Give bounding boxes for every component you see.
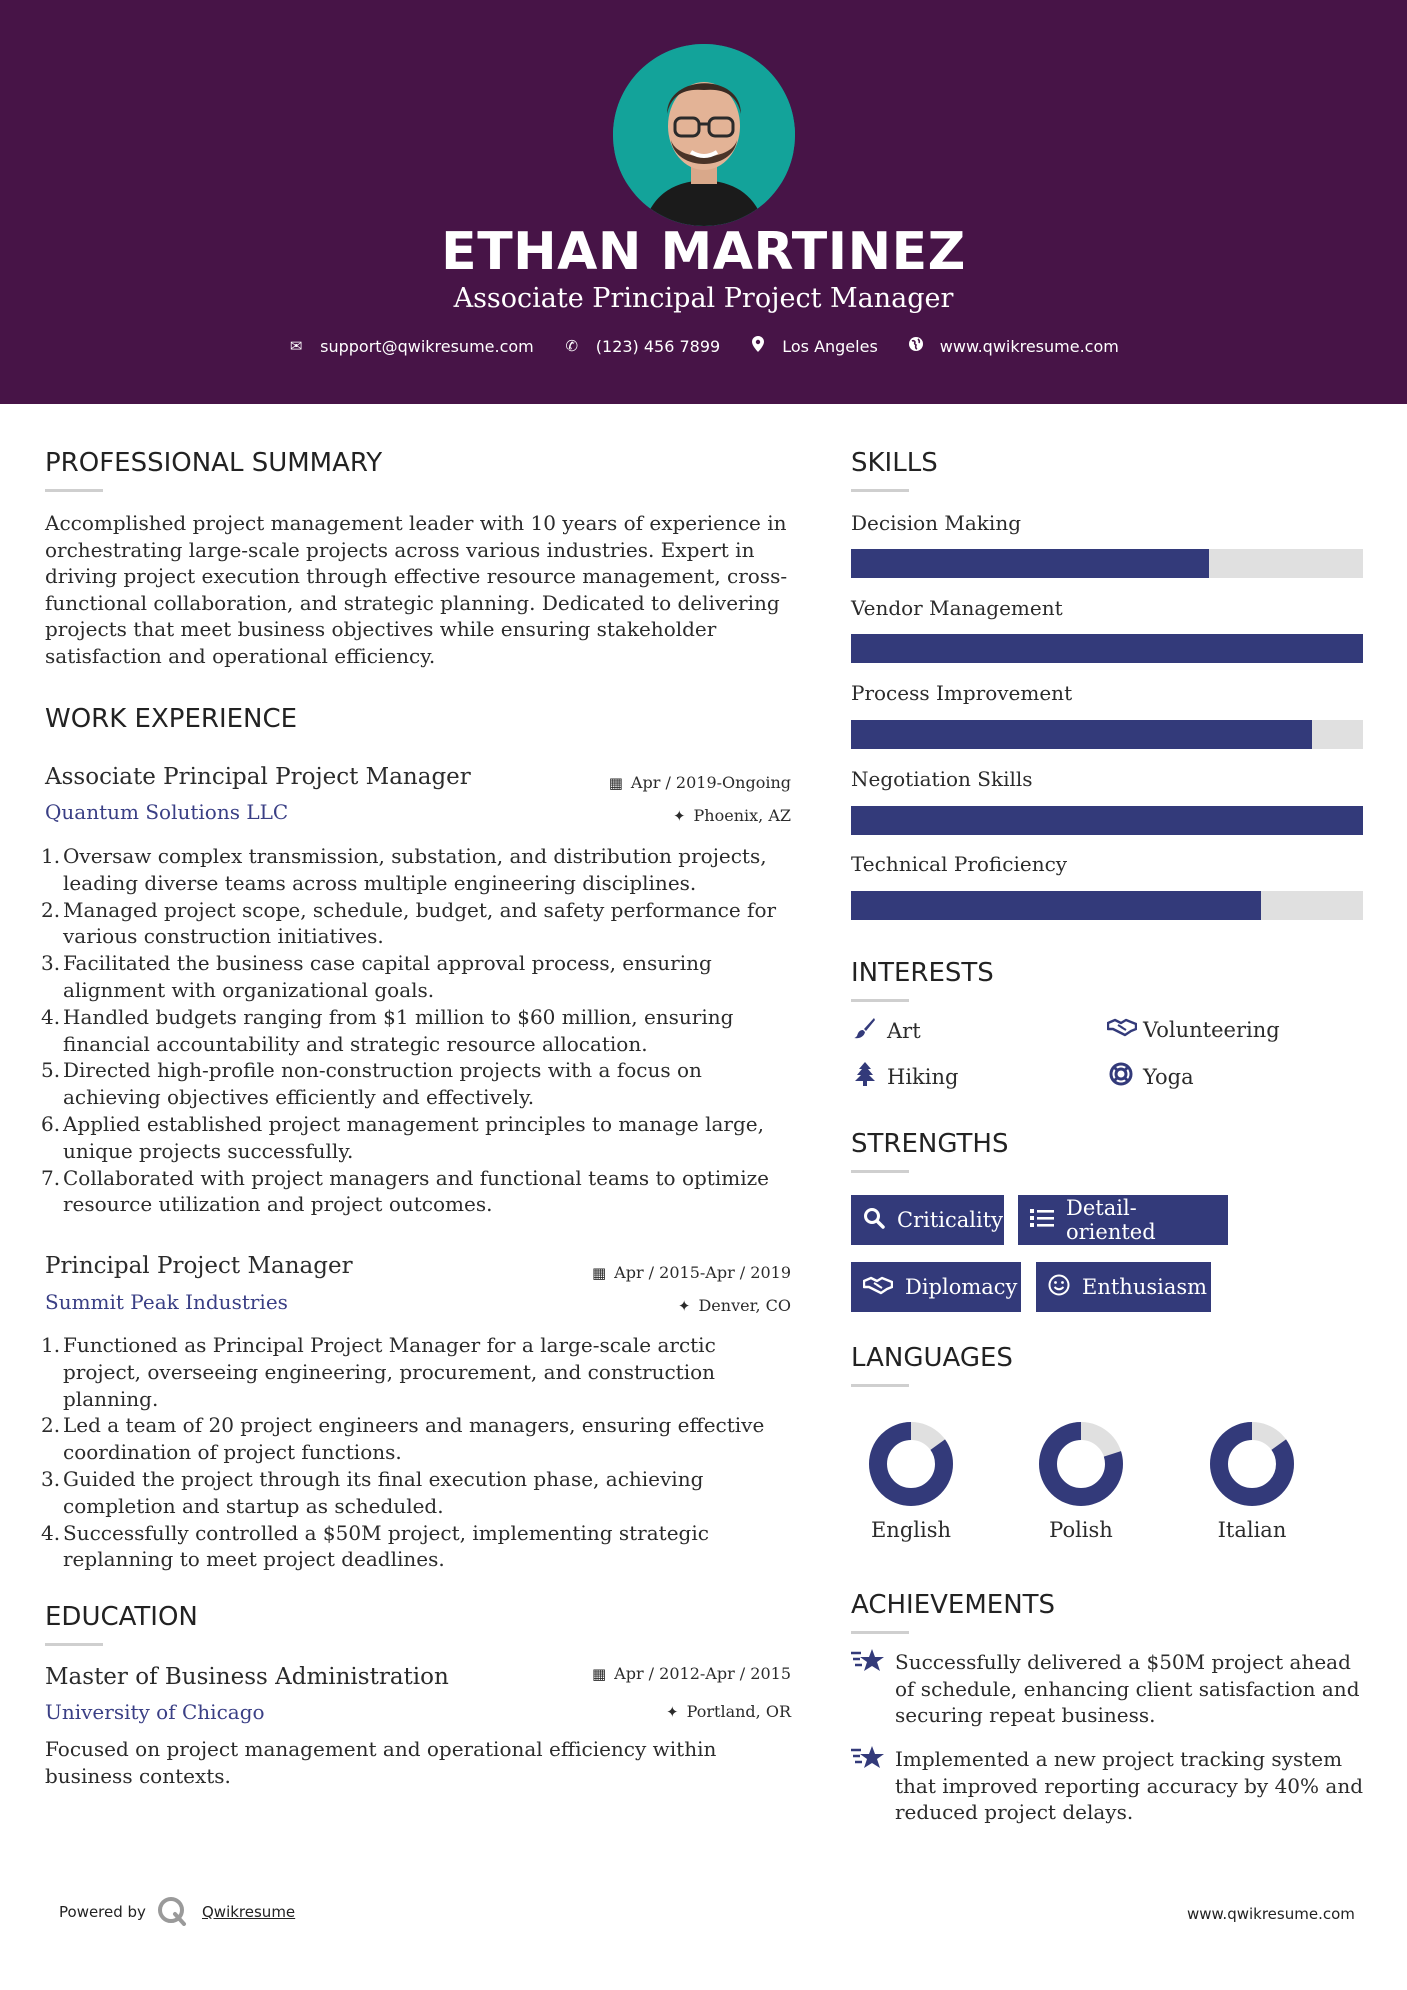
education-title: EDUCATION	[45, 1602, 198, 1632]
skill-label: Vendor Management	[851, 596, 1063, 620]
strength-label: Detail-oriented	[1066, 1196, 1156, 1244]
job-date	[592, 1263, 791, 1282]
job-date	[609, 773, 791, 792]
powered-by-label: Powered by	[59, 1903, 146, 1921]
skill-label: Decision Making	[851, 511, 1022, 535]
contact-phone[interactable]	[564, 337, 720, 356]
school-name: University of Chicago	[45, 1700, 265, 1724]
list-item: 2. Led a team of 20 project engineers and managers, ensuring effective coordination of project functions.	[41, 1413, 765, 1465]
skills-title: SKILLS	[851, 448, 938, 478]
interest-art	[851, 1017, 921, 1045]
contact-website[interactable]	[908, 336, 1119, 356]
job-bullets	[41, 843, 800, 1218]
list-item: 2. Managed project scope, schedule, budget, and safety performance for various construction initiatives.	[41, 897, 777, 949]
language-donut	[1208, 1420, 1296, 1508]
handshake-icon	[863, 1275, 893, 1300]
language-polish	[1026, 1420, 1136, 1542]
achievement-item	[851, 1746, 1363, 1826]
contact-phone-text: (123) 456 7899	[595, 336, 721, 356]
skill-bar-fill	[851, 720, 1312, 749]
interest-label: Hiking	[887, 1065, 959, 1089]
summary-title: PROFESSIONAL SUMMARY	[45, 448, 383, 478]
star-icon	[851, 1647, 895, 1729]
skill-bar-fill	[851, 891, 1261, 920]
strengths-title: STRENGTHS	[851, 1129, 1009, 1159]
strength-chip	[851, 1195, 1004, 1245]
paintbrush-icon	[851, 1017, 879, 1045]
job-company: Quantum Solutions LLC	[45, 800, 289, 824]
skill-label: Process Improvement	[851, 681, 1073, 705]
candidate-name: ETHAN MARTINEZ	[441, 222, 966, 282]
interests-divider	[851, 999, 909, 1002]
strength-label: Criticality	[897, 1208, 1003, 1232]
job-date-text: Apr / 2019-Ongoing	[630, 773, 791, 792]
list-item: 4. Handled budgets ranging from $1 million to $60 million, ensuring financial accountability and strategic resource allocation.	[41, 1004, 734, 1056]
summary-divider	[45, 489, 103, 492]
qwikresume-logo-icon[interactable]	[157, 1896, 187, 1926]
job-location	[673, 806, 791, 825]
language-label: Italian	[1217, 1518, 1287, 1542]
candidate-role: Associate Principal Project Manager	[453, 283, 954, 314]
degree-title: Master of Business Administration	[45, 1664, 449, 1690]
list-item: 6. Applied established project management principles to manage large, unique projects successfully.	[41, 1111, 764, 1163]
skill-bar	[851, 549, 1363, 578]
handshake-icon	[1107, 1017, 1135, 1043]
strength-label: Enthusiasm	[1082, 1275, 1208, 1299]
languages-title: LANGUAGES	[851, 1343, 1013, 1373]
contact-email[interactable]	[288, 337, 534, 356]
job-bullets	[41, 1332, 800, 1573]
contact-bar	[0, 336, 1407, 356]
achievement-text: Implemented a new project tracking system that improved reporting accuracy by 40% and reduced project delays.	[895, 1747, 1363, 1825]
education-date-text: Apr / 2012-Apr / 2015	[614, 1664, 791, 1683]
job-date-text: Apr / 2015-Apr / 2019	[614, 1263, 791, 1282]
footer-url[interactable]: www.qwikresume.com	[1187, 1905, 1355, 1923]
interest-hiking	[851, 1062, 958, 1092]
list-item: 3. Guided the project through its final execution phase, achieving completion and startup as scheduled.	[41, 1466, 704, 1518]
profile-photo-image	[613, 44, 795, 226]
skill-bar	[851, 806, 1363, 835]
skill-bar	[851, 720, 1363, 749]
strengths-divider	[851, 1170, 909, 1173]
profile-photo	[613, 44, 795, 226]
skill-bar	[851, 891, 1363, 920]
interest-label: Volunteering	[1143, 1018, 1280, 1042]
contact-location-text: Los Angeles	[782, 336, 878, 356]
job-title: Associate Principal Project Manager	[45, 764, 471, 790]
header-banner	[0, 0, 1407, 404]
strength-chip	[1018, 1195, 1228, 1245]
job-location-text: Denver, CO	[698, 1296, 791, 1315]
job-location-text: Phoenix, AZ	[693, 806, 791, 825]
skill-bar-fill	[851, 634, 1363, 663]
pushpin-icon: ✦	[672, 807, 686, 825]
education-divider	[45, 1643, 103, 1646]
strength-label: Diplomacy	[905, 1275, 1018, 1299]
contact-location	[750, 336, 878, 356]
interest-volunteering	[1107, 1017, 1280, 1043]
calendar-icon: ▦	[591, 1665, 607, 1683]
education-text: Focused on project management and operational efficiency within business contexts.	[45, 1737, 717, 1788]
interest-yoga	[1107, 1062, 1194, 1092]
skills-divider	[851, 489, 909, 492]
list-item: 1. Functioned as Principal Project Manager for a large-scale arctic project, overseeing engineering, procurement, and construction planning.	[41, 1333, 716, 1411]
education-location-text: Portland, OR	[686, 1702, 791, 1721]
strength-chip	[1036, 1262, 1211, 1312]
list-item: 3. Facilitated the business case capital approval process, ensuring alignment with organizational goals.	[41, 951, 712, 1002]
language-english	[856, 1420, 966, 1542]
education-location	[666, 1702, 791, 1721]
interest-label: Yoga	[1143, 1065, 1194, 1089]
education-date	[592, 1664, 791, 1683]
envelope-icon: ✉	[289, 337, 303, 355]
language-italian	[1197, 1420, 1307, 1542]
strength-chip	[851, 1262, 1021, 1312]
skill-bar-fill	[851, 549, 1209, 578]
achievement-item	[851, 1649, 1363, 1729]
achievement-text: Successfully delivered a $50M project ahead of schedule, enhancing client satisfaction and securing repeat business.	[895, 1650, 1360, 1728]
calendar-icon: ▦	[591, 1264, 607, 1282]
smile-icon	[1048, 1274, 1070, 1301]
job-location	[678, 1296, 791, 1315]
list-icon	[1030, 1208, 1054, 1233]
achievements-divider	[851, 1631, 909, 1634]
language-donut	[1037, 1420, 1125, 1508]
language-label: English	[870, 1518, 952, 1542]
tree-icon	[851, 1062, 879, 1092]
qwikresume-link[interactable]: Qwikresume	[202, 1903, 296, 1921]
list-item: 1. Oversaw complex transmission, substation, and distribution projects, leading diverse teams across multiple engineering disciplines.	[41, 844, 767, 895]
pushpin-icon: ✦	[666, 1703, 679, 1721]
summary-text: Accomplished project management leader with 10 years of experience in orchestrating large-scale projects across various industries. Expert in driving project execution through effective resource management, cross-functional collaboration, and strategic planning. Dedicated to delivering projects that meet business objectives while ensuring stakeholder satisfaction and operational efficiency.	[45, 511, 788, 668]
globe-icon	[908, 336, 924, 356]
pushpin-icon: ✦	[677, 1297, 691, 1315]
star-icon	[851, 1744, 895, 1826]
lifebuoy-icon	[1107, 1062, 1135, 1092]
job-company: Summit Peak Industries	[45, 1290, 288, 1314]
map-pin-icon	[750, 336, 766, 356]
job-title: Principal Project Manager	[45, 1253, 353, 1279]
experience-title: WORK EXPERIENCE	[45, 704, 298, 734]
calendar-icon: ▦	[608, 774, 623, 792]
languages-divider	[851, 1384, 909, 1387]
language-donut	[867, 1420, 955, 1508]
contact-website-text: www.qwikresume.com	[939, 336, 1119, 356]
skill-bar-fill	[851, 806, 1363, 835]
language-label: Polish	[1049, 1518, 1113, 1542]
contact-email-text: support@qwikresume.com	[320, 336, 534, 356]
skill-label: Negotiation Skills	[851, 767, 1033, 791]
list-item: 4. Successfully controlled a $50M project, implementing strategic replanning to meet project deadlines.	[41, 1520, 709, 1572]
skill-bar	[851, 634, 1363, 663]
interest-label: Art	[887, 1019, 921, 1043]
interests-title: INTERESTS	[851, 958, 994, 988]
skill-label: Technical Proficiency	[851, 852, 1068, 876]
search-icon	[863, 1207, 885, 1234]
phone-icon: ✆	[565, 337, 579, 355]
list-item: 5. Directed high-profile non-construction projects with a focus on achieving objectives efficiently and effectively.	[41, 1058, 702, 1110]
achievements-title: ACHIEVEMENTS	[851, 1590, 1056, 1620]
list-item: 7. Collaborated with project managers and functional teams to optimize resource utilization and project outcomes.	[41, 1165, 769, 1217]
